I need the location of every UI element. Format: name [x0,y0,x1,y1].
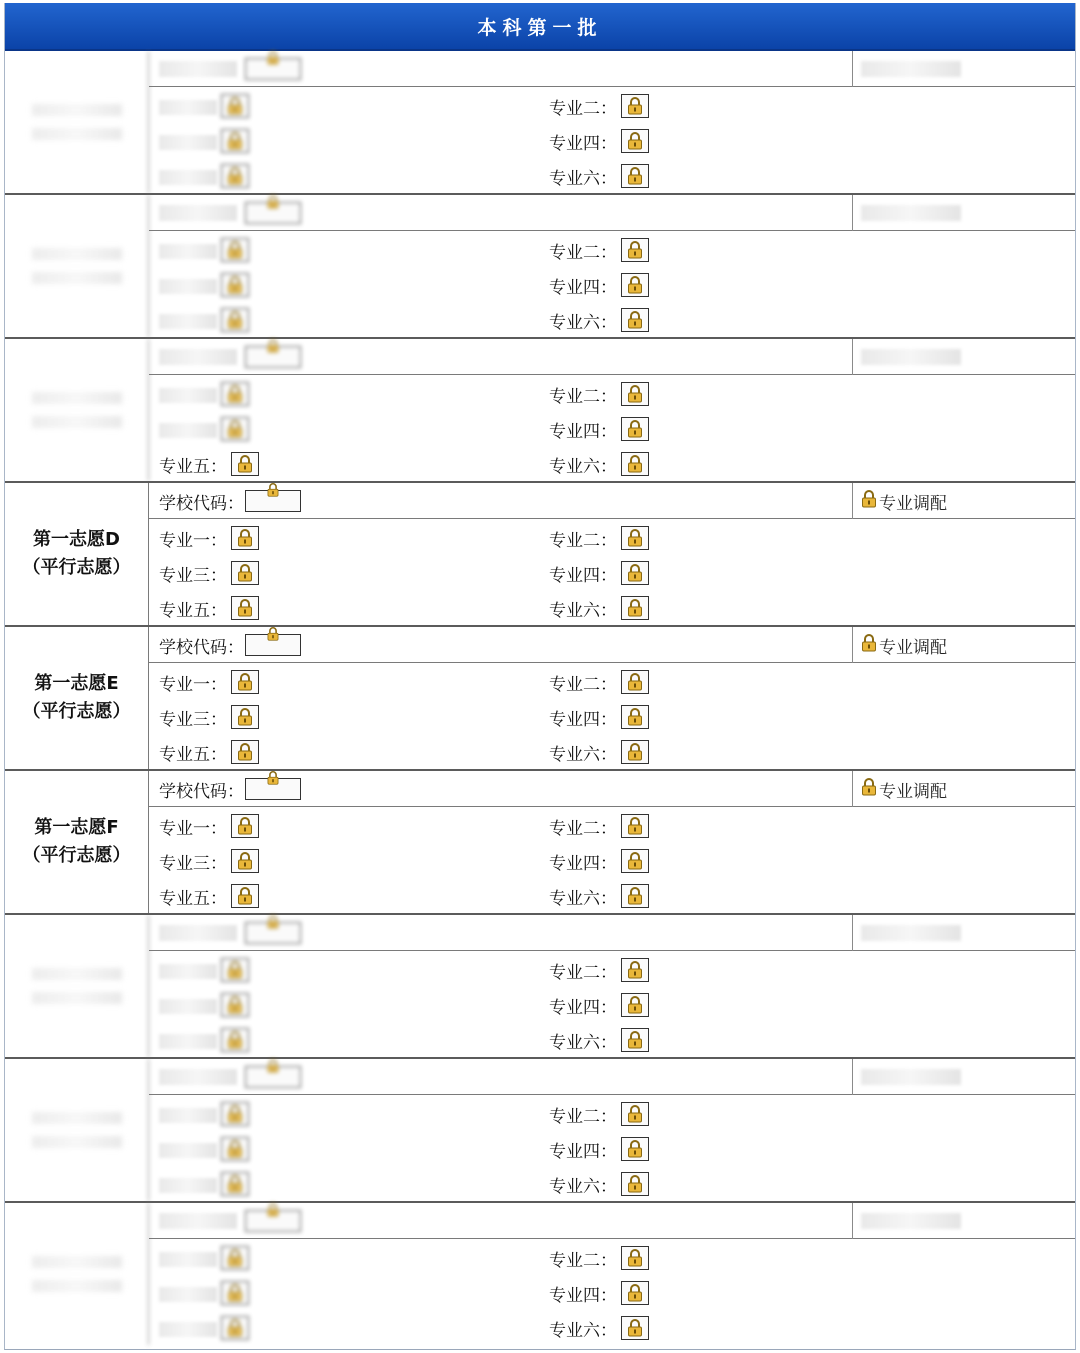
major-input[interactable] [621,94,649,118]
lock-icon [266,626,280,640]
school-code-input[interactable] [245,634,301,656]
major-field [549,305,649,335]
school-code-row [149,627,1075,663]
major-field [159,270,249,300]
volunteer-group [5,771,1075,915]
major-input[interactable] [221,1137,249,1161]
major-label: 专业二： [549,242,617,263]
major-label: 专业六： [549,456,617,477]
major-input[interactable] [221,1028,249,1052]
major-field [549,161,649,191]
major-field [549,1025,649,1055]
major-label: 专业三： [159,853,227,874]
major-label [159,388,217,403]
major-field [159,91,249,121]
major-input[interactable] [621,1281,649,1305]
major-field [549,414,649,444]
major-field [549,1169,649,1199]
major-label [159,1287,217,1302]
major-label: 专业四： [549,1141,617,1162]
volunteer-form [4,3,1076,1350]
major-input[interactable] [231,740,259,764]
major-label: 专业四： [549,853,617,874]
major-label: 专业五： [159,744,227,765]
major-label: 专业三： [159,709,227,730]
major-adjustment-cell[interactable] [852,771,1075,807]
major-label: 专业四： [549,709,617,730]
major-field [159,235,249,265]
lock-icon [266,482,280,496]
major-input[interactable] [621,561,649,585]
major-adjustment-cell[interactable] [852,1059,1075,1095]
major-field [549,881,649,911]
major-field [159,667,259,697]
major-label [159,1108,217,1123]
redacted-text [159,205,237,221]
volunteer-group [5,51,1075,195]
group-title-line: 第一志愿D [33,529,120,550]
lock-icon [266,1058,280,1072]
major-field [159,1313,249,1343]
major-input[interactable] [621,740,649,764]
redacted-text [32,1280,122,1292]
major-input[interactable] [221,164,249,188]
major-label: 专业二： [549,530,617,551]
major-input[interactable] [621,1172,649,1196]
major-input[interactable] [621,596,649,620]
major-adjustment-cell[interactable] [852,1203,1075,1239]
major-input[interactable] [621,884,649,908]
major-field [549,667,649,697]
major-input[interactable] [221,417,249,441]
volunteer-group-title [5,1059,149,1201]
major-label: 专业四： [549,133,617,154]
redacted-text [861,925,961,941]
major-input[interactable] [221,382,249,406]
lock-icon [861,634,877,657]
school-code-label: 学校代码： [159,493,244,514]
major-input[interactable] [621,238,649,262]
redacted-text [159,925,237,941]
major-field [549,1099,649,1129]
school-code-row [149,195,1075,231]
redacted-text [32,392,122,404]
major-input[interactable] [221,1172,249,1196]
major-input[interactable] [621,1102,649,1126]
major-field [549,593,649,623]
major-label: 专业二： [549,98,617,119]
major-label [159,1034,217,1049]
school-code-row [149,339,1075,375]
major-field [159,449,259,479]
major-adjustment-cell[interactable] [852,483,1075,519]
major-adjustment-label: 专业调配 [879,781,947,802]
major-field [159,1025,249,1055]
major-input[interactable] [221,1316,249,1340]
major-input[interactable] [221,273,249,297]
major-field [159,523,259,553]
major-label: 专业二： [549,818,617,839]
major-label [159,100,217,115]
major-input[interactable] [231,884,259,908]
major-label: 专业二： [549,1250,617,1271]
major-input[interactable] [621,849,649,873]
major-input[interactable] [621,417,649,441]
major-input[interactable] [231,849,259,873]
major-input[interactable] [621,1137,649,1161]
redacted-text [32,1136,122,1148]
page-title: 本科第一批 [477,16,603,39]
major-label: 专业二： [549,674,617,695]
major-input[interactable] [621,993,649,1017]
major-label: 专业二： [549,962,617,983]
school-code-input[interactable] [245,490,301,512]
major-field [549,1313,649,1343]
volunteer-group-title [5,915,149,1057]
school-code-input[interactable] [245,1066,301,1088]
major-label [159,964,217,979]
major-input[interactable] [221,1246,249,1270]
group-title-line: 第一志愿E [34,673,119,694]
major-label: 专业四： [549,421,617,442]
redacted-text [32,128,122,140]
lock-icon [861,490,877,513]
redacted-text [32,1112,122,1124]
major-input[interactable] [621,958,649,982]
major-input[interactable] [621,382,649,406]
major-field [549,737,649,767]
school-code-input[interactable] [245,778,301,800]
volunteer-group [5,915,1075,1059]
major-label [159,279,217,294]
major-input[interactable] [621,670,649,694]
redacted-text [159,1213,237,1229]
volunteer-groups [5,51,1075,1347]
major-input[interactable] [231,561,259,585]
major-field [549,270,649,300]
major-field [549,558,649,588]
major-input[interactable] [231,670,259,694]
redacted-text [861,1069,961,1085]
major-field [159,558,259,588]
major-input[interactable] [621,705,649,729]
major-input[interactable] [621,814,649,838]
major-adjustment-label: 专业调配 [879,493,947,514]
major-label: 专业二： [549,386,617,407]
school-code-row [149,483,1075,519]
major-adjustment-cell[interactable] [852,915,1075,951]
page-title-bar [5,3,1075,51]
major-label: 专业一： [159,530,227,551]
lock-icon [266,50,280,64]
major-label [159,1143,217,1158]
redacted-text [32,992,122,1004]
major-field [549,523,649,553]
major-adjustment-cell[interactable] [852,627,1075,663]
major-field [159,846,259,876]
major-adjustment-label: 专业调配 [879,637,947,658]
major-field [159,126,249,156]
major-input[interactable] [221,1281,249,1305]
major-input[interactable] [231,705,259,729]
major-label: 专业六： [549,888,617,909]
school-code-input[interactable] [245,922,301,944]
major-adjustment-cell[interactable] [852,339,1075,375]
major-field [159,379,249,409]
redacted-text [32,416,122,428]
major-field [549,449,649,479]
group-title-line: （平行志愿） [22,845,131,866]
major-field [159,1278,249,1308]
major-label: 专业六： [549,168,617,189]
volunteer-group-title [5,771,149,913]
school-code-label: 学校代码： [159,637,244,658]
major-adjustment-cell[interactable] [852,51,1075,87]
major-label: 专业二： [549,1106,617,1127]
group-title-line: 第一志愿F [34,817,119,838]
group-title-line: （平行志愿） [22,557,131,578]
school-code-input[interactable] [245,346,301,368]
major-input[interactable] [221,1102,249,1126]
volunteer-group [5,1203,1075,1347]
major-field [159,737,259,767]
major-field [549,811,649,841]
major-input[interactable] [621,308,649,332]
major-field [159,1169,249,1199]
major-label: 专业六： [549,1320,617,1341]
redacted-text [32,1256,122,1268]
major-input[interactable] [231,526,259,550]
redacted-text [32,104,122,116]
major-field [549,1278,649,1308]
major-field [159,305,249,335]
volunteer-group-title [5,483,149,625]
major-label [159,135,217,150]
major-field [549,235,649,265]
redacted-text [159,349,237,365]
major-label [159,1252,217,1267]
major-input[interactable] [621,1316,649,1340]
major-label: 专业六： [549,600,617,621]
major-field [159,1243,249,1273]
major-input[interactable] [221,958,249,982]
major-label [159,244,217,259]
major-label [159,1178,217,1193]
major-input[interactable] [221,129,249,153]
redacted-text [32,272,122,284]
volunteer-group-title [5,627,149,769]
lock-icon [266,194,280,208]
major-label: 专业四： [549,277,617,298]
major-adjustment-cell[interactable] [852,195,1075,231]
major-label: 专业四： [549,565,617,586]
redacted-text [861,205,961,221]
redacted-text [32,968,122,980]
major-input[interactable] [221,238,249,262]
redacted-text [159,1069,237,1085]
school-code-row [149,915,1075,951]
major-label: 专业六： [549,1176,617,1197]
major-input[interactable] [621,129,649,153]
major-field [549,379,649,409]
major-field [159,881,259,911]
school-code-input[interactable] [245,1210,301,1232]
major-field [549,990,649,1020]
major-input[interactable] [221,993,249,1017]
major-input[interactable] [231,452,259,476]
major-input[interactable] [221,94,249,118]
school-code-input[interactable] [245,58,301,80]
major-label: 专业四： [549,1285,617,1306]
major-input[interactable] [621,273,649,297]
major-label: 专业一： [159,674,227,695]
school-code-row [149,771,1075,807]
major-label [159,423,217,438]
major-label [159,314,217,329]
major-field [159,593,259,623]
major-label: 专业五： [159,600,227,621]
major-field [159,702,259,732]
major-input[interactable] [621,164,649,188]
redacted-text [861,1213,961,1229]
lock-icon [266,338,280,352]
volunteer-group-title [5,339,149,481]
major-field [549,126,649,156]
volunteer-group [5,339,1075,483]
major-field [159,811,259,841]
major-input[interactable] [621,452,649,476]
major-input[interactable] [231,814,259,838]
major-field [159,1099,249,1129]
volunteer-group [5,195,1075,339]
major-input[interactable] [621,1246,649,1270]
school-code-row [149,1203,1075,1239]
major-field [549,702,649,732]
lock-icon [266,914,280,928]
major-field [549,91,649,121]
redacted-text [159,61,237,77]
major-label: 专业三： [159,565,227,586]
major-label [159,1322,217,1337]
major-label: 专业六： [549,1032,617,1053]
lock-icon [266,770,280,784]
major-input[interactable] [231,596,259,620]
major-field [549,955,649,985]
volunteer-group [5,627,1075,771]
major-label: 专业六： [549,312,617,333]
school-code-label: 学校代码： [159,781,244,802]
school-code-row [149,51,1075,87]
major-input[interactable] [221,308,249,332]
major-field [549,846,649,876]
school-code-row [149,1059,1075,1095]
major-field [159,990,249,1020]
lock-icon [861,778,877,801]
major-input[interactable] [621,526,649,550]
major-field [159,414,249,444]
redacted-text [861,61,961,77]
major-label: 专业五： [159,456,227,477]
major-label: 专业一： [159,818,227,839]
redacted-text [861,349,961,365]
lock-icon [266,1202,280,1216]
volunteer-group [5,483,1075,627]
major-label: 专业六： [549,744,617,765]
major-field [159,161,249,191]
group-title-line: （平行志愿） [22,701,131,722]
major-label [159,170,217,185]
major-input[interactable] [621,1028,649,1052]
volunteer-group-title [5,1203,149,1345]
volunteer-group [5,1059,1075,1203]
school-code-input[interactable] [245,202,301,224]
volunteer-group-title [5,51,149,193]
major-field [549,1134,649,1164]
volunteer-group-title [5,195,149,337]
major-label: 专业四： [549,997,617,1018]
major-label: 专业五： [159,888,227,909]
major-field [159,1134,249,1164]
major-field [159,955,249,985]
major-label [159,999,217,1014]
major-field [549,1243,649,1273]
redacted-text [32,248,122,260]
